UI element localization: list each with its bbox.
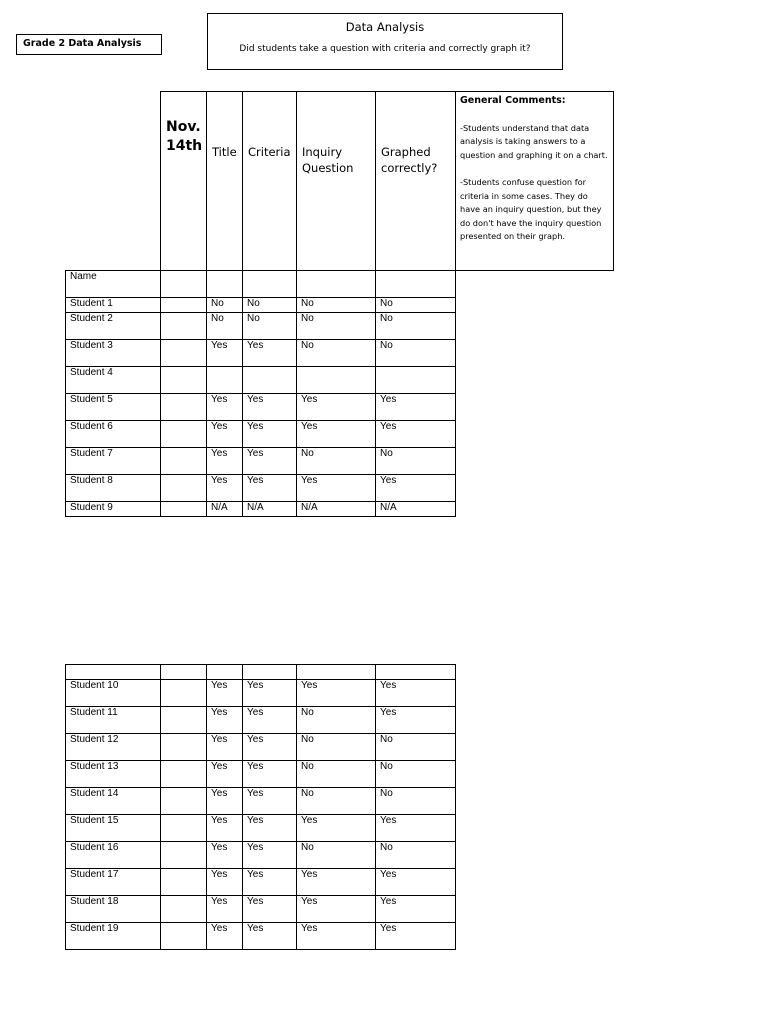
date-cell	[161, 923, 207, 950]
student-row	[66, 842, 456, 869]
student-name-cell: Student 2	[66, 313, 161, 340]
header-cell-title	[207, 92, 243, 271]
student-row	[66, 815, 456, 842]
graphed-cell: N/A	[376, 502, 456, 517]
graphed-cell: Yes	[376, 707, 456, 734]
empty-cell	[297, 271, 376, 298]
date-cell	[161, 734, 207, 761]
inquiry-cell: No	[297, 788, 376, 815]
title-cell: Yes	[207, 842, 243, 869]
student-row	[66, 734, 456, 761]
criteria-cell: Yes	[243, 923, 297, 950]
criteria-cell: Yes	[243, 421, 297, 448]
inquiry-cell: No	[297, 734, 376, 761]
graphed-cell: Yes	[376, 896, 456, 923]
inquiry-cell: Yes	[297, 815, 376, 842]
date-cell	[161, 448, 207, 475]
graphed-cell: Yes	[376, 394, 456, 421]
title-cell: Yes	[207, 869, 243, 896]
graphed-cell: No	[376, 448, 456, 475]
empty-cell	[376, 665, 456, 680]
criteria-cell: Yes	[243, 448, 297, 475]
inquiry-cell: No	[297, 340, 376, 367]
grade-label: Grade 2 Data Analysis	[16, 34, 162, 55]
date-cell	[161, 842, 207, 869]
student-row	[66, 475, 456, 502]
inquiry-cell: Yes	[297, 680, 376, 707]
header-cell-criteria	[243, 92, 297, 271]
date-cell	[161, 298, 207, 313]
empty-cell	[243, 271, 297, 298]
title-cell: Yes	[207, 734, 243, 761]
student-name-cell: Student 18	[66, 896, 161, 923]
comment-item: -Students confuse question for criteria in some cases. They do have an inquiry question, but they do don't have the inquiry question presented on their graph.	[460, 177, 602, 241]
title-cell: Yes	[207, 394, 243, 421]
student-row	[66, 313, 456, 340]
criteria-cell: Yes	[243, 707, 297, 734]
student-row	[66, 707, 456, 734]
student-name-cell: Student 17	[66, 869, 161, 896]
name-header-cell: Name	[66, 271, 161, 298]
student-name-cell: Student 3	[66, 340, 161, 367]
graphed-cell: Yes	[376, 923, 456, 950]
graphed-cell	[376, 367, 456, 394]
title-column-header: Title	[212, 145, 237, 159]
student-row	[66, 680, 456, 707]
date-cell	[161, 680, 207, 707]
graphed-column-header: Graphed correctly?	[381, 145, 438, 175]
student-row	[66, 869, 456, 896]
date-cell	[161, 788, 207, 815]
name-header-row	[66, 271, 456, 298]
graphed-cell: No	[376, 761, 456, 788]
title-cell: Yes	[207, 707, 243, 734]
inquiry-cell: No	[297, 313, 376, 340]
inquiry-cell: Yes	[297, 394, 376, 421]
graphed-cell: Yes	[376, 421, 456, 448]
graphed-cell: Yes	[376, 680, 456, 707]
criteria-column-header: Criteria	[248, 145, 291, 159]
graphed-cell: Yes	[376, 869, 456, 896]
title-cell: Yes	[207, 896, 243, 923]
graphed-cell: No	[376, 734, 456, 761]
header-cell-date	[161, 92, 207, 271]
date-cell	[161, 869, 207, 896]
document-title: Data Analysis	[345, 20, 425, 34]
comments-heading: General Comments:	[460, 95, 566, 106]
student-name-cell: Student 7	[66, 448, 161, 475]
empty-cell	[207, 665, 243, 680]
student-name-cell: Student 19	[66, 923, 161, 950]
title-cell: Yes	[207, 448, 243, 475]
empty-cell	[297, 665, 376, 680]
student-row	[66, 923, 456, 950]
title-cell: Yes	[207, 680, 243, 707]
graphed-cell: No	[376, 313, 456, 340]
empty-cell	[376, 271, 456, 298]
student-row	[66, 788, 456, 815]
title-cell: Yes	[207, 788, 243, 815]
criteria-cell: Yes	[243, 815, 297, 842]
inquiry-cell: Yes	[297, 421, 376, 448]
date-cell	[161, 707, 207, 734]
empty-cell	[161, 271, 207, 298]
student-row	[66, 448, 456, 475]
student-name-cell: Student 9	[66, 502, 161, 517]
graphed-cell: No	[376, 340, 456, 367]
graphed-cell: No	[376, 298, 456, 313]
student-name-cell: Student 11	[66, 707, 161, 734]
criteria-cell: N/A	[243, 502, 297, 517]
student-row	[66, 421, 456, 448]
document-subtitle: Did students take a question with criteria and correctly graph it?	[239, 44, 531, 54]
graphed-cell: No	[376, 842, 456, 869]
inquiry-cell: No	[297, 761, 376, 788]
header-cell-graphed	[376, 92, 456, 271]
inquiry-cell: No	[297, 707, 376, 734]
criteria-cell: Yes	[243, 842, 297, 869]
date-cell	[161, 340, 207, 367]
empty-cell	[207, 271, 243, 298]
student-row	[66, 298, 456, 313]
criteria-cell: Yes	[243, 896, 297, 923]
student-row	[66, 502, 456, 517]
student-name-cell: Student 5	[66, 394, 161, 421]
date-cell	[161, 502, 207, 517]
title-cell: Yes	[207, 815, 243, 842]
inquiry-cell: No	[297, 448, 376, 475]
student-name-cell: Student 14	[66, 788, 161, 815]
name-header-cell	[66, 665, 161, 680]
student-name-cell: Student 4	[66, 367, 161, 394]
comment-item: -Students understand that data analysis is taking answers to a question and graphing it on a chart.	[460, 122, 608, 160]
date-cell	[161, 421, 207, 448]
inquiry-cell: Yes	[297, 869, 376, 896]
criteria-cell	[243, 367, 297, 394]
title-cell: Yes	[207, 761, 243, 788]
title-cell: Yes	[207, 923, 243, 950]
inquiry-column-header: Inquiry Question	[302, 145, 354, 175]
student-name-cell: Student 15	[66, 815, 161, 842]
date-cell	[161, 815, 207, 842]
criteria-cell: No	[243, 313, 297, 340]
title-box	[207, 13, 563, 70]
student-name-cell: Student 6	[66, 421, 161, 448]
empty-cell	[161, 665, 207, 680]
title-cell: Yes	[207, 421, 243, 448]
criteria-cell: Yes	[243, 734, 297, 761]
graphed-cell: Yes	[376, 475, 456, 502]
empty-cell	[243, 665, 297, 680]
criteria-cell: No	[243, 298, 297, 313]
criteria-cell: Yes	[243, 761, 297, 788]
date-cell	[161, 475, 207, 502]
graphed-cell: No	[376, 788, 456, 815]
criteria-cell: Yes	[243, 680, 297, 707]
student-row	[66, 761, 456, 788]
student-table-2	[65, 664, 456, 950]
title-cell: Yes	[207, 475, 243, 502]
inquiry-cell: N/A	[297, 502, 376, 517]
criteria-cell: Yes	[243, 394, 297, 421]
header-cell-inquiry	[297, 92, 376, 271]
student-row	[66, 394, 456, 421]
date-cell	[161, 313, 207, 340]
student-name-cell: Student 16	[66, 842, 161, 869]
column-header-table	[160, 91, 456, 271]
inquiry-cell: Yes	[297, 923, 376, 950]
student-name-cell: Student 12	[66, 734, 161, 761]
student-row	[66, 367, 456, 394]
student-name-cell: Student 8	[66, 475, 161, 502]
inquiry-cell: Yes	[297, 475, 376, 502]
inquiry-cell: No	[297, 842, 376, 869]
student-row	[66, 896, 456, 923]
student-name-cell: Student 1	[66, 298, 161, 313]
date-cell	[161, 367, 207, 394]
student-name-cell: Student 13	[66, 761, 161, 788]
title-cell: N/A	[207, 502, 243, 517]
title-cell: Yes	[207, 340, 243, 367]
date-cell	[161, 394, 207, 421]
graphed-cell: Yes	[376, 815, 456, 842]
title-cell: No	[207, 298, 243, 313]
inquiry-cell: Yes	[297, 896, 376, 923]
date-header: Nov. 14th	[166, 119, 203, 154]
student-name-cell: Student 10	[66, 680, 161, 707]
criteria-cell: Yes	[243, 340, 297, 367]
blank-header-row	[66, 665, 456, 680]
criteria-cell: Yes	[243, 475, 297, 502]
date-cell	[161, 896, 207, 923]
inquiry-cell: No	[297, 298, 376, 313]
title-cell	[207, 367, 243, 394]
criteria-cell: Yes	[243, 788, 297, 815]
criteria-cell: Yes	[243, 869, 297, 896]
date-cell	[161, 761, 207, 788]
student-row	[66, 340, 456, 367]
title-cell: No	[207, 313, 243, 340]
student-table-1	[65, 270, 456, 517]
general-comments-box	[455, 91, 614, 271]
inquiry-cell	[297, 367, 376, 394]
